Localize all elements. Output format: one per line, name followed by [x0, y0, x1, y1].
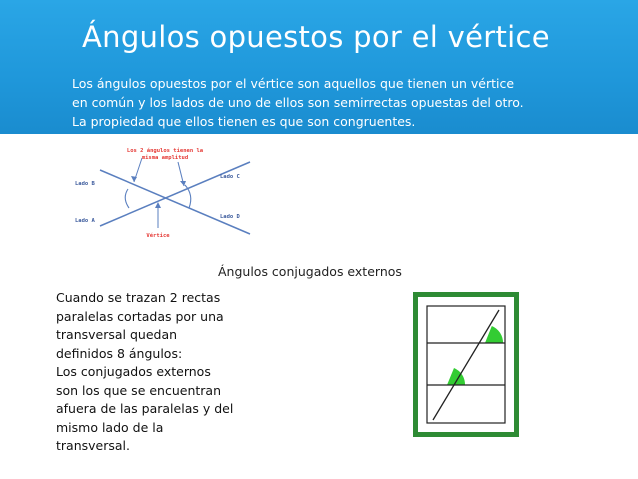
opposite-angles-diagram [70, 140, 270, 240]
body-line: son los que se encuentran [56, 382, 222, 398]
label-lado-d: Lado D [220, 214, 240, 220]
label-lado-c: Lado C [220, 174, 240, 180]
body-paragraph [56, 289, 256, 456]
intro-line: Los ángulos opuestos por el vértice son aquellos que tienen un vértice [72, 76, 515, 91]
slide-title: Ángulos opuestos por el vértice [82, 20, 550, 54]
body-line: mismo lado de la [56, 419, 164, 435]
intro-line: en común y los lados de uno de ellos son semirrectas opuestas del otro. [72, 95, 524, 110]
body-line: paralelas cortadas por una [56, 308, 224, 324]
body-line: transversal quedan [56, 327, 178, 342]
label-lado-a: Lado A [75, 218, 95, 224]
body-line: afuera de las paralelas y del [56, 401, 234, 416]
body-line: transversal. [56, 438, 130, 453]
label-vertex: Vértice [146, 233, 170, 239]
body-line: Cuando se trazan 2 rectas [56, 290, 221, 305]
note-line-1: Los 2 ángulos tienen la [126, 148, 204, 154]
intro-paragraph [72, 74, 572, 131]
conjugate-angles-diagram [413, 292, 519, 437]
note-line-2: misma amplitud [141, 155, 189, 161]
body-line: definidos 8 ángulos: [56, 345, 183, 361]
label-lado-b: Lado B [75, 181, 95, 187]
intro-line: La propiedad que ellos tienen es que son congruentes. [72, 114, 416, 129]
section-subtitle: Ángulos conjugados externos [218, 264, 402, 279]
body-line: Los conjugados externos [56, 364, 211, 379]
